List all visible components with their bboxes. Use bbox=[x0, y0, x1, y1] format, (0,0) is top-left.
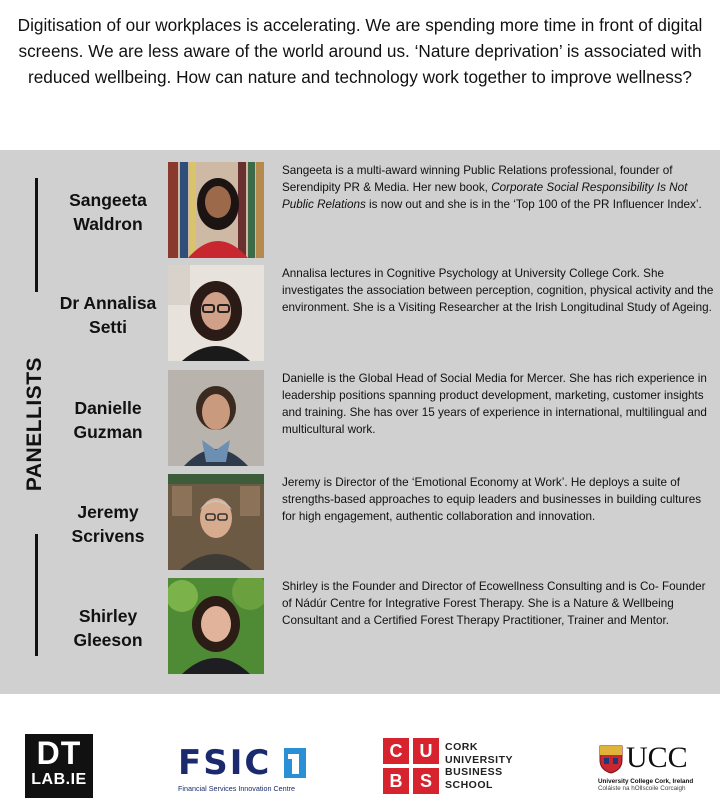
panellist-last-name: Waldron bbox=[73, 214, 143, 234]
cubs-name-line: SCHOOL bbox=[445, 778, 493, 791]
panellist-row-jeremy bbox=[0, 474, 720, 574]
panellist-first-name: Jeremy bbox=[77, 502, 139, 522]
panellist-row-annalisa bbox=[0, 265, 720, 365]
portrait-photo-icon bbox=[168, 162, 264, 258]
portrait-photo-icon bbox=[168, 578, 264, 674]
portrait-photo-icon bbox=[168, 265, 264, 361]
cubs-name bbox=[445, 741, 513, 791]
panellist-bio: Shirley is the Founder and Director of Ecowellness Consulting and is Co- Founder of Nádúr Centre for Integrative Forest Therapy. She is a Nature & Wellbeing Consultant and a Certified Forest Therapy Practitioner, Trainer and Mentor. bbox=[282, 580, 706, 627]
panellist-photo bbox=[168, 578, 264, 674]
panellist-bio: Annalisa lectures in Cognitive Psychology at University College Cork. She investigates the association between perception, cognition, physical activity and the environment. She is a Visiting Researcher at the Irish Longitudinal Study of Ageing. bbox=[282, 267, 714, 314]
panellist-row-danielle bbox=[0, 370, 720, 470]
ucc-crest-icon bbox=[598, 744, 624, 774]
panellist-photo bbox=[168, 474, 264, 570]
panellist-photo bbox=[168, 265, 264, 361]
panellist-name bbox=[54, 474, 162, 574]
cubs-letter: C bbox=[383, 738, 409, 764]
cubs-name-line: BUSINESS bbox=[445, 766, 503, 778]
panellist-last-name: Scrivens bbox=[71, 526, 145, 546]
panellist-first-name: Danielle bbox=[74, 398, 142, 418]
panellist-name bbox=[54, 370, 162, 470]
ucc-logo-word: UCC bbox=[626, 741, 688, 774]
cubs-letter: B bbox=[383, 768, 409, 794]
fsic-logo-word: FSIC bbox=[178, 743, 272, 783]
dtlab-logo-line2: LAB.IE bbox=[31, 771, 87, 788]
bio-text: Sangeeta is a multi-award winning Public Relations professional, founder of Serendipity PR & Media. Her new book, bbox=[282, 164, 673, 194]
panellist-last-name: Gleeson bbox=[73, 630, 143, 650]
fsic-mark-icon bbox=[282, 746, 308, 780]
panellist-photo bbox=[168, 370, 264, 466]
panellist-bio: Jeremy is Director of the ‘Emotional Economy at Work’. He deploys a suite of strengths-based approaches to equip leaders and businesses in building cultures for high engagement, authentic collaboration and innovation. bbox=[282, 476, 702, 523]
panellist-first-name: Dr Annalisa bbox=[59, 293, 157, 313]
cubs-letter: U bbox=[413, 738, 439, 764]
panellist-bio bbox=[282, 162, 714, 213]
panellist-name bbox=[54, 578, 162, 678]
portrait-photo-icon bbox=[168, 474, 264, 570]
dtlab-logo-line1: DT bbox=[36, 735, 82, 771]
panellist-name bbox=[54, 265, 162, 365]
panellist-last-name: Setti bbox=[89, 317, 127, 337]
panellist-photo bbox=[168, 162, 264, 258]
panellist-row-sangeeta bbox=[0, 162, 720, 262]
intro-text: Digitisation of our workplaces is accelerating. We are spending more time in front of digital screens. We are less aware of the world around us. ‘Nature deprivation’ is associated with reduced wellbeing. How can nature and technology work together to improve wellness? bbox=[17, 15, 703, 87]
panellist-first-name: Shirley bbox=[78, 606, 138, 626]
dtlab-logo bbox=[25, 734, 93, 798]
cubs-name-line: CORK bbox=[445, 741, 478, 753]
panellist-bio: Danielle is the Global Head of Social Media for Mercer. She has rich experience in leadership positions spanning product development, marketing, customer insights and training. She has over 15 years of experience in international, multilingual and multicultural work. bbox=[282, 372, 707, 436]
panellist-row-shirley bbox=[0, 578, 720, 678]
sponsor-logos bbox=[0, 700, 720, 811]
ucc-subtitle-irish: Coláiste na hOllscoile Corcaigh bbox=[598, 785, 686, 792]
panellists-label: PANELLISTS bbox=[23, 356, 46, 492]
fsic-logo bbox=[178, 744, 308, 794]
cubs-name-line: UNIVERSITY bbox=[445, 753, 514, 766]
bio-text: is now out and she is in the ‘Top 100 of the PR Influencer Index’. bbox=[365, 198, 702, 211]
ucc-subtitle-english: University College Cork, Ireland bbox=[598, 778, 694, 785]
ucc-logo bbox=[596, 741, 696, 794]
panellist-name bbox=[54, 162, 162, 262]
cubs-letter-grid bbox=[383, 738, 439, 794]
panellists-panel bbox=[0, 150, 720, 694]
cubs-logo bbox=[383, 738, 533, 798]
cubs-letter: S bbox=[413, 768, 439, 794]
book-title: Corporate Social Responsibility Is Not Public Relations bbox=[282, 181, 688, 211]
portrait-photo-icon bbox=[168, 370, 264, 466]
panellist-last-name: Guzman bbox=[73, 422, 143, 442]
fsic-tagline: Financial Services Innovation Centre bbox=[178, 784, 296, 793]
panellist-first-name: Sangeeta bbox=[69, 190, 147, 210]
